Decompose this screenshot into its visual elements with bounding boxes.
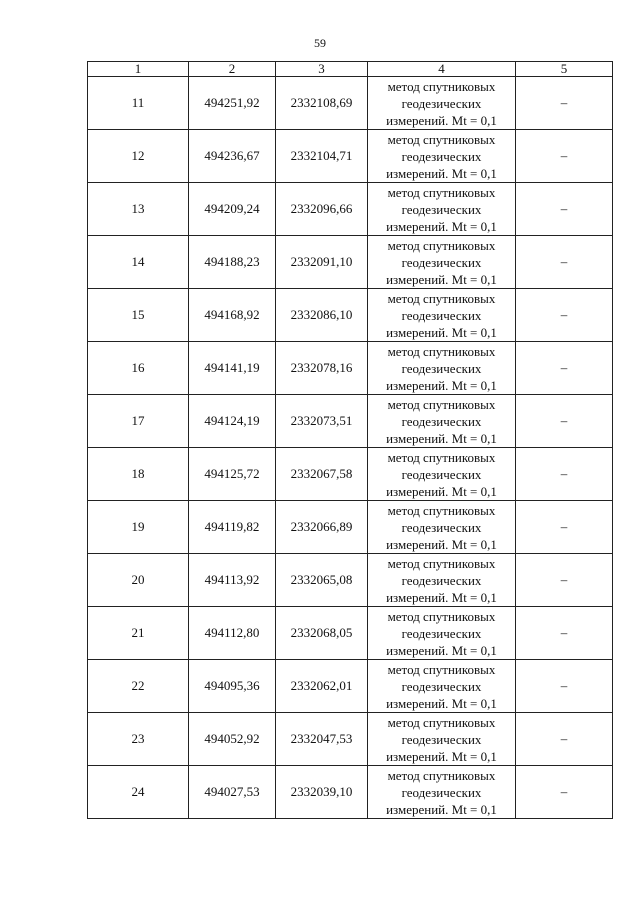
note-cell: –: [516, 448, 613, 501]
method-cell: [368, 448, 516, 501]
header-row: [88, 62, 613, 77]
point-number-cell: 20: [88, 554, 189, 607]
table-row: [88, 183, 613, 236]
table-row: [88, 607, 613, 660]
y-coordinate-cell: 2332091,10: [276, 236, 368, 289]
point-number-cell: 19: [88, 501, 189, 554]
x-coordinate-cell: 494236,67: [189, 130, 276, 183]
point-number-cell: 23: [88, 713, 189, 766]
method-cell: [368, 289, 516, 342]
note-cell: –: [516, 289, 613, 342]
note-cell: –: [516, 607, 613, 660]
note-cell: –: [516, 660, 613, 713]
method-line: измерений. Mt = 0,1: [386, 324, 497, 340]
y-coordinate-cell: 2332039,10: [276, 766, 368, 819]
table-row: [88, 501, 613, 554]
x-coordinate-cell: 494095,36: [189, 660, 276, 713]
table-row: [88, 342, 613, 395]
method-line: метод спутниковых: [387, 131, 496, 147]
table-row: [88, 766, 613, 819]
x-coordinate-cell: 494188,23: [189, 236, 276, 289]
y-coordinate-cell: 2332068,05: [276, 607, 368, 660]
x-coordinate-cell: 494027,53: [189, 766, 276, 819]
method-line: измерений. Mt = 0,1: [386, 430, 497, 446]
table-row: [88, 130, 613, 183]
method-cell: [368, 236, 516, 289]
point-number-cell: 13: [88, 183, 189, 236]
point-number-cell: 21: [88, 607, 189, 660]
method-line: измерений. Mt = 0,1: [386, 112, 497, 128]
header-cell-3: 3: [276, 62, 368, 77]
x-coordinate-cell: 494119,82: [189, 501, 276, 554]
x-coordinate-cell: 494112,80: [189, 607, 276, 660]
note-cell: –: [516, 554, 613, 607]
note-cell: –: [516, 395, 613, 448]
method-cell: [368, 607, 516, 660]
method-line: геодезических: [401, 95, 482, 111]
method-cell: [368, 342, 516, 395]
method-line: геодезических: [401, 731, 482, 747]
table-row: [88, 713, 613, 766]
y-coordinate-cell: 2332065,08: [276, 554, 368, 607]
method-line: метод спутниковых: [387, 449, 496, 465]
method-line: метод спутниковых: [387, 502, 496, 518]
method-line: измерений. Mt = 0,1: [386, 271, 497, 287]
method-cell: [368, 130, 516, 183]
point-number-cell: 24: [88, 766, 189, 819]
note-cell: –: [516, 183, 613, 236]
table-row: [88, 395, 613, 448]
method-cell: [368, 183, 516, 236]
point-number-cell: 18: [88, 448, 189, 501]
x-coordinate-cell: 494251,92: [189, 77, 276, 130]
method-line: метод спутниковых: [387, 767, 496, 783]
method-line: измерений. Mt = 0,1: [386, 589, 497, 605]
method-line: метод спутниковых: [387, 396, 496, 412]
y-coordinate-cell: 2332108,69: [276, 77, 368, 130]
x-coordinate-cell: 494113,92: [189, 554, 276, 607]
table-body: [88, 77, 613, 819]
point-number-cell: 14: [88, 236, 189, 289]
method-cell: [368, 713, 516, 766]
header-cell-5: 5: [516, 62, 613, 77]
point-number-cell: 17: [88, 395, 189, 448]
x-coordinate-cell: 494209,24: [189, 183, 276, 236]
y-coordinate-cell: 2332078,16: [276, 342, 368, 395]
method-cell: [368, 766, 516, 819]
method-line: геодезических: [401, 466, 482, 482]
x-coordinate-cell: 494125,72: [189, 448, 276, 501]
method-line: измерений. Mt = 0,1: [386, 483, 497, 499]
point-number-cell: 22: [88, 660, 189, 713]
note-cell: –: [516, 342, 613, 395]
method-line: геодезических: [401, 572, 482, 588]
method-line: геодезических: [401, 784, 482, 800]
point-number-cell: 16: [88, 342, 189, 395]
method-line: метод спутниковых: [387, 184, 496, 200]
header-cell-1: 1: [88, 62, 189, 77]
header-cell-4: 4: [368, 62, 516, 77]
method-line: геодезических: [401, 201, 482, 217]
y-coordinate-cell: 2332047,53: [276, 713, 368, 766]
y-coordinate-cell: 2332067,58: [276, 448, 368, 501]
coordinates-table: [87, 61, 613, 819]
method-line: измерений. Mt = 0,1: [386, 748, 497, 764]
method-line: измерений. Mt = 0,1: [386, 536, 497, 552]
method-line: метод спутниковых: [387, 237, 496, 253]
method-line: измерений. Mt = 0,1: [386, 377, 497, 393]
method-line: метод спутниковых: [387, 714, 496, 730]
method-line: геодезических: [401, 625, 482, 641]
method-line: геодезических: [401, 148, 482, 164]
point-number-cell: 12: [88, 130, 189, 183]
table-row: [88, 660, 613, 713]
method-cell: [368, 554, 516, 607]
method-line: геодезических: [401, 413, 482, 429]
method-line: метод спутниковых: [387, 78, 496, 94]
table-row: [88, 77, 613, 130]
note-cell: –: [516, 236, 613, 289]
method-line: измерений. Mt = 0,1: [386, 165, 497, 181]
method-line: измерений. Mt = 0,1: [386, 801, 497, 817]
method-line: геодезических: [401, 519, 482, 535]
note-cell: –: [516, 766, 613, 819]
table-header: [88, 62, 613, 77]
y-coordinate-cell: 2332096,66: [276, 183, 368, 236]
note-cell: –: [516, 77, 613, 130]
method-line: геодезических: [401, 360, 482, 376]
method-cell: [368, 77, 516, 130]
point-number-cell: 15: [88, 289, 189, 342]
page-number: 59: [314, 36, 326, 50]
header-cell-2: 2: [189, 62, 276, 77]
method-cell: [368, 395, 516, 448]
y-coordinate-cell: 2332062,01: [276, 660, 368, 713]
note-cell: –: [516, 501, 613, 554]
note-cell: –: [516, 713, 613, 766]
method-line: геодезических: [401, 678, 482, 694]
y-coordinate-cell: 2332073,51: [276, 395, 368, 448]
note-cell: –: [516, 130, 613, 183]
x-coordinate-cell: 494124,19: [189, 395, 276, 448]
y-coordinate-cell: 2332086,10: [276, 289, 368, 342]
method-line: измерений. Mt = 0,1: [386, 642, 497, 658]
table-row: [88, 289, 613, 342]
method-line: метод спутниковых: [387, 555, 496, 571]
method-line: метод спутниковых: [387, 290, 496, 306]
method-line: метод спутниковых: [387, 608, 496, 624]
table-row: [88, 236, 613, 289]
method-line: геодезических: [401, 254, 482, 270]
table-row: [88, 554, 613, 607]
method-cell: [368, 501, 516, 554]
y-coordinate-cell: 2332104,71: [276, 130, 368, 183]
method-cell: [368, 660, 516, 713]
y-coordinate-cell: 2332066,89: [276, 501, 368, 554]
x-coordinate-cell: 494052,92: [189, 713, 276, 766]
table-row: [88, 448, 613, 501]
method-line: метод спутниковых: [387, 661, 496, 677]
point-number-cell: 11: [88, 77, 189, 130]
method-line: измерений. Mt = 0,1: [386, 695, 497, 711]
x-coordinate-cell: 494141,19: [189, 342, 276, 395]
method-line: геодезических: [401, 307, 482, 323]
method-line: измерений. Mt = 0,1: [386, 218, 497, 234]
method-line: метод спутниковых: [387, 343, 496, 359]
x-coordinate-cell: 494168,92: [189, 289, 276, 342]
